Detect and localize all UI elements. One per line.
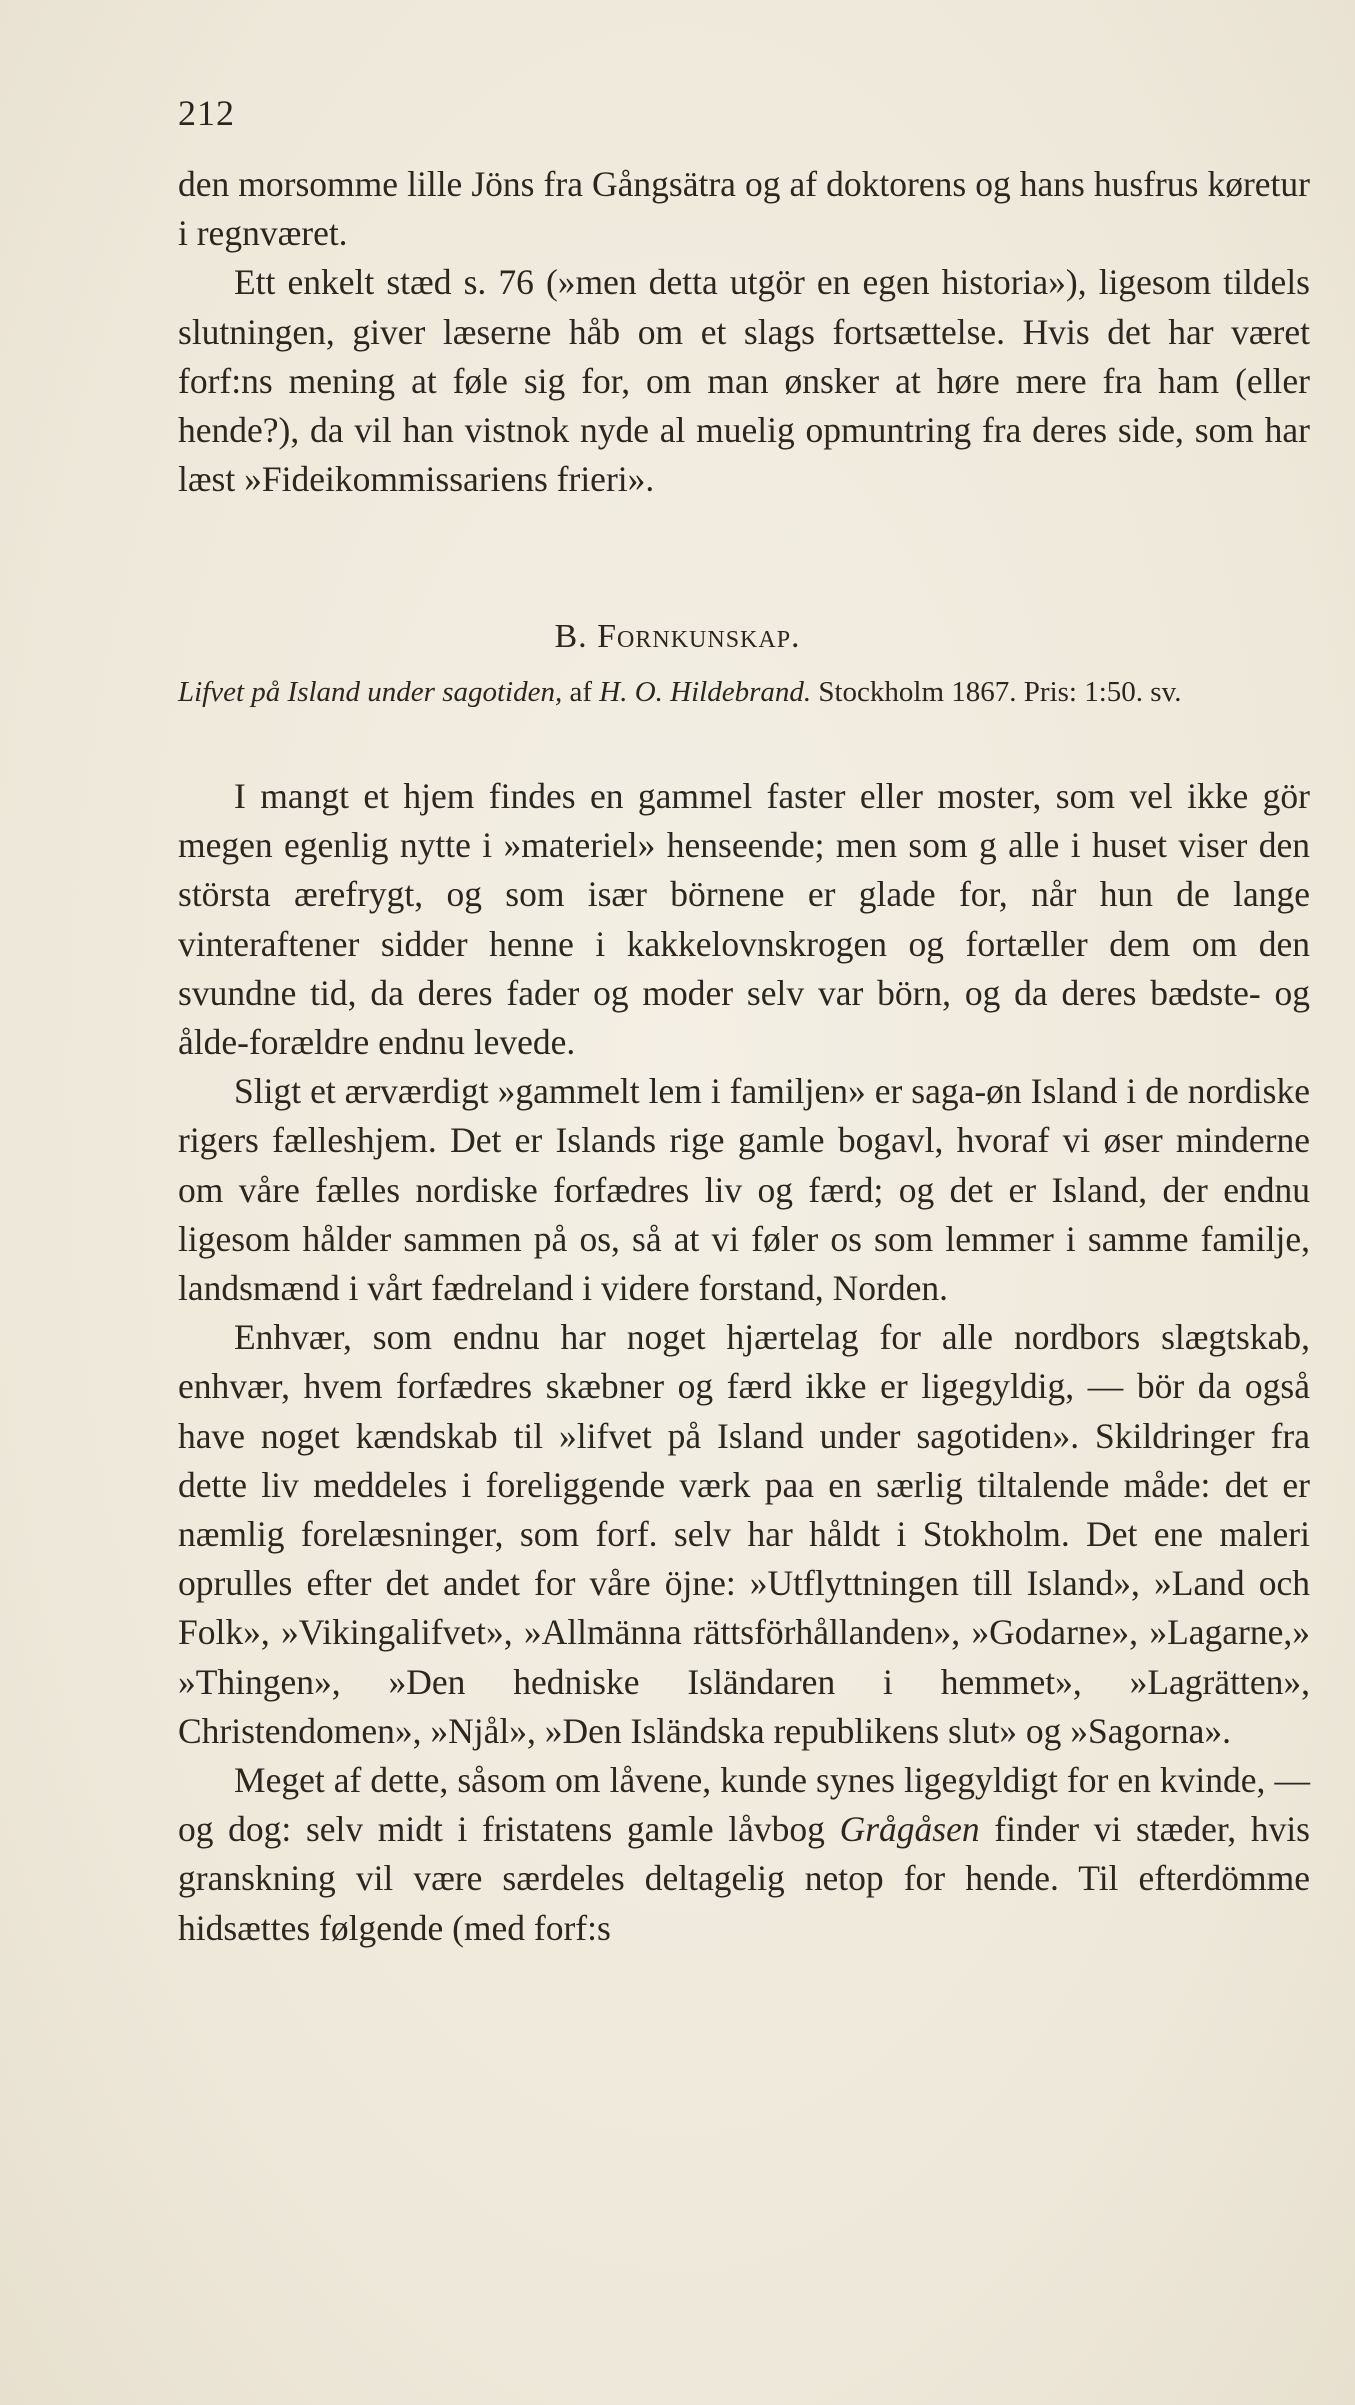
section-letter: B.: [554, 618, 588, 655]
page-number: 212: [178, 93, 235, 133]
book-title: Lifvet på Island under sagotiden,: [178, 676, 563, 708]
paragraph: Ett enkelt stæd s. 76 (»men detta utgör en egen historia»), ligesom tildels slutningen, giver læserne håb om et slags fortsættelse. Hvis det har været forf:ns mening at føle sig for, om man ønsker at høre mere fra ham (eller hende?), da vil han vistnok nyde al muelig opmuntring fra deres side, som har læst »Fideikommissariens frieri».: [178, 262, 1310, 500]
paragraph-text: finder vi stæder, hvis granskning vil være særdeles deltagelig netop for hende. Til efterdömme hidsættes følgende (med forf:s: [178, 1809, 1310, 1948]
price: Pris: 1:50. sv.: [1023, 676, 1182, 708]
paragraph: Sligt et ærværdigt »gammelt lem i familjen» er saga-øn Island i de nordiske rigers fælleshjem. Det er Islands rige gamle bogavl, hvoraf vi øser minderne om våre fælles nordiske forfædres liv og færd; og det er Island, der endnu ligesom hålder sammen på os, så at vi føler os som lemmer i samme familje, landsmænd i vårt fædreland i videre forstand, Norden.: [178, 1071, 1310, 1309]
intro-text: [178, 160, 1310, 504]
section-heading: [0, 618, 1355, 656]
paragraph: [178, 1756, 1310, 1953]
section-title: Fornkunskap.: [597, 618, 801, 655]
author-prefix: af: [569, 676, 593, 708]
book-author: H. O. Hildebrand.: [599, 676, 812, 708]
bibliographic-entry: [178, 672, 1310, 712]
main-text: [178, 772, 1310, 1953]
paragraph: Enhvær, som endnu har noget hjærtelag for alle nordbors slægtskab, enhvær, hvem forfædres skæbner og færd ikke er ligegyldig, — bör da også have noget kændskab til »lifvet på Island under sagotiden». Skildringer fra dette liv meddeles i foreliggende værk paa en særlig tiltalende måde: det er næmlig forelæsninger, som forf. selv har håldt i Stokholm. Det ene maleri oprulles efter det andet for våre öjne: »Utflyttningen till Island», »Land och Folk», »Vikingalifvet», »Allmänna rättsförhållanden», »Godarne», »Lagarne,» »Thingen», »Den hedniske Isländaren i hemmet», »Lagrätten», Christendomen», »Njål», »Den Isländska republikens slut» og »Sagorna».: [178, 1317, 1310, 1751]
paragraph: den morsomme lille Jöns fra Gångsätra og af doktorens og hans husfrus køretur i regnværet.: [178, 164, 1310, 254]
italic-book-title: Grågåsen: [839, 1809, 980, 1850]
place-year: Stockholm 1867.: [818, 676, 1017, 708]
paragraph: I mangt et hjem findes en gammel faster eller moster, som vel ikke gör megen egenlig nytte i »materiel» henseende; men som g alle i huset viser den största ærefrygt, og som især börnene er glade for, når hun de lange vinteraftener sidder henne i kakkelovnskrogen og fortæller dem om den svundne tid, da deres fader og moder selv var börn, og da deres bædste- og ålde-forældre endnu levede.: [178, 776, 1310, 1063]
paragraph-text: Meget af dette, såsom om låvene, kunde synes ligegyldigt for en kvinde, — og dog: selv midt i fristatens gamle låvbog: [178, 1760, 1310, 1850]
